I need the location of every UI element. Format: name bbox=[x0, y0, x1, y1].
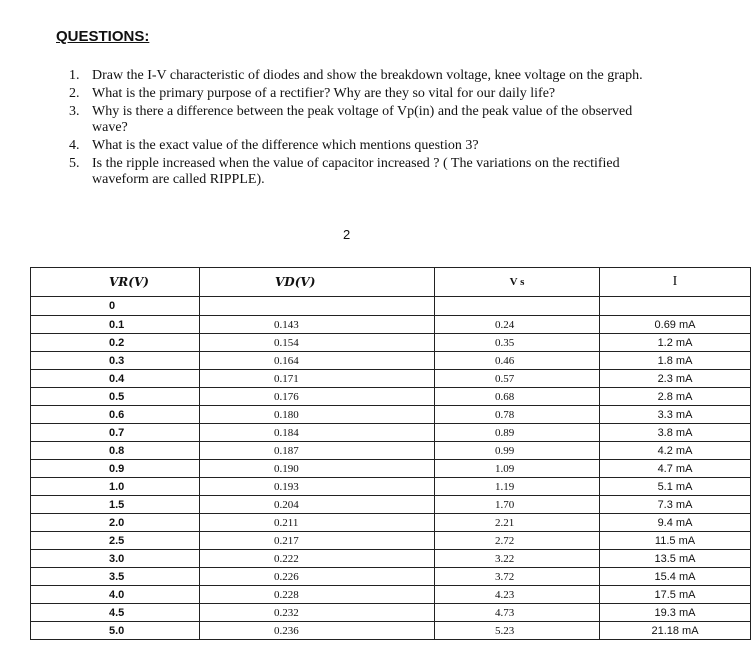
cell-vd: 0.204 bbox=[200, 496, 435, 514]
cell-i: 11.5 mA bbox=[600, 532, 751, 550]
cell-i bbox=[600, 297, 751, 316]
table-row bbox=[31, 496, 751, 514]
cell-vr: 4.5 bbox=[31, 604, 200, 622]
cell-i: 5.1 mA bbox=[600, 478, 751, 496]
question-number: 2. bbox=[69, 86, 80, 101]
cell-vr: 2.0 bbox=[31, 514, 200, 532]
cell-i: 1.8 mA bbox=[600, 352, 751, 370]
cell-vd: 0.180 bbox=[200, 406, 435, 424]
cell-vr: 0.4 bbox=[31, 370, 200, 388]
cell-vs: 1.09 bbox=[435, 460, 600, 478]
table-row bbox=[31, 316, 751, 334]
measurement-table bbox=[30, 267, 751, 640]
cell-vr: 0 bbox=[31, 297, 200, 316]
question-number: 4. bbox=[69, 138, 80, 153]
table-body bbox=[31, 297, 751, 640]
question-text: What is the primary purpose of a rectifier? Why are they so vital for our daily life? bbox=[92, 86, 556, 101]
cell-vs: 3.22 bbox=[435, 550, 600, 568]
cell-vs bbox=[435, 297, 600, 316]
question-item bbox=[64, 138, 664, 154]
header-vs: V s bbox=[435, 268, 600, 297]
cell-i: 2.3 mA bbox=[600, 370, 751, 388]
cell-vr: 3.0 bbox=[31, 550, 200, 568]
table-row bbox=[31, 568, 751, 586]
cell-vs: 4.23 bbox=[435, 586, 600, 604]
cell-i: 19.3 mA bbox=[600, 604, 751, 622]
question-item bbox=[64, 156, 664, 188]
table-row bbox=[31, 297, 751, 316]
cell-vr: 0.5 bbox=[31, 388, 200, 406]
cell-vd: 0.226 bbox=[200, 568, 435, 586]
question-number: 1. bbox=[69, 68, 80, 83]
table-row bbox=[31, 514, 751, 532]
cell-vr: 0.6 bbox=[31, 406, 200, 424]
cell-vd: 0.193 bbox=[200, 478, 435, 496]
questions-list bbox=[64, 68, 664, 190]
table-row bbox=[31, 424, 751, 442]
cell-vd: 0.184 bbox=[200, 424, 435, 442]
cell-vr: 2.5 bbox=[31, 532, 200, 550]
cell-i: 1.2 mA bbox=[600, 334, 751, 352]
cell-vr: 0.8 bbox=[31, 442, 200, 460]
question-item bbox=[64, 86, 664, 102]
cell-vr: 0.3 bbox=[31, 352, 200, 370]
cell-vd: 0.228 bbox=[200, 586, 435, 604]
cell-vd: 0.190 bbox=[200, 460, 435, 478]
cell-vs: 0.57 bbox=[435, 370, 600, 388]
cell-i: 3.3 mA bbox=[600, 406, 751, 424]
cell-vs: 5.23 bbox=[435, 622, 600, 640]
header-vd: VD(V) bbox=[200, 268, 435, 297]
table-row bbox=[31, 586, 751, 604]
cell-vs: 4.73 bbox=[435, 604, 600, 622]
cell-vr: 1.0 bbox=[31, 478, 200, 496]
cell-i: 17.5 mA bbox=[600, 586, 751, 604]
question-item bbox=[64, 104, 664, 136]
cell-vd: 0.143 bbox=[200, 316, 435, 334]
cell-vd: 0.171 bbox=[200, 370, 435, 388]
header-i: I bbox=[600, 268, 751, 297]
cell-vd: 0.222 bbox=[200, 550, 435, 568]
table-row bbox=[31, 550, 751, 568]
cell-vr: 4.0 bbox=[31, 586, 200, 604]
cell-vr: 3.5 bbox=[31, 568, 200, 586]
cell-i: 2.8 mA bbox=[600, 388, 751, 406]
table-row bbox=[31, 334, 751, 352]
cell-i: 4.2 mA bbox=[600, 442, 751, 460]
cell-vs: 0.24 bbox=[435, 316, 600, 334]
page-number: 2 bbox=[343, 227, 351, 242]
cell-vd: 0.164 bbox=[200, 352, 435, 370]
cell-vd: 0.232 bbox=[200, 604, 435, 622]
cell-vd: 0.236 bbox=[200, 622, 435, 640]
cell-vd: 0.217 bbox=[200, 532, 435, 550]
cell-vs: 2.21 bbox=[435, 514, 600, 532]
cell-i: 0.69 mA bbox=[600, 316, 751, 334]
cell-vs: 3.72 bbox=[435, 568, 600, 586]
question-text: What is the exact value of the difference which mentions question 3? bbox=[92, 138, 479, 153]
table-row bbox=[31, 460, 751, 478]
question-text: Draw the I-V characteristic of diodes and show the breakdown voltage, knee voltage on the graph. bbox=[92, 68, 643, 83]
cell-vs: 0.35 bbox=[435, 334, 600, 352]
table-row bbox=[31, 352, 751, 370]
table-row bbox=[31, 370, 751, 388]
cell-vs: 0.68 bbox=[435, 388, 600, 406]
cell-vs: 0.99 bbox=[435, 442, 600, 460]
cell-vr: 0.7 bbox=[31, 424, 200, 442]
cell-vr: 1.5 bbox=[31, 496, 200, 514]
cell-vr: 0.2 bbox=[31, 334, 200, 352]
cell-i: 13.5 mA bbox=[600, 550, 751, 568]
cell-vr: 0.9 bbox=[31, 460, 200, 478]
table-row bbox=[31, 406, 751, 424]
cell-vr: 0.1 bbox=[31, 316, 200, 334]
cell-vd: 0.154 bbox=[200, 334, 435, 352]
question-number: 5. bbox=[69, 156, 80, 171]
cell-vd: 0.211 bbox=[200, 514, 435, 532]
table-header-row bbox=[31, 268, 751, 297]
cell-vr: 5.0 bbox=[31, 622, 200, 640]
question-text: Why is there a difference between the peak voltage of Vp(in) and the peak value of the observed wave? bbox=[92, 104, 633, 135]
cell-vd: 0.187 bbox=[200, 442, 435, 460]
cell-i: 4.7 mA bbox=[600, 460, 751, 478]
table-row bbox=[31, 604, 751, 622]
cell-i: 3.8 mA bbox=[600, 424, 751, 442]
cell-vs: 0.46 bbox=[435, 352, 600, 370]
cell-vs: 1.70 bbox=[435, 496, 600, 514]
cell-i: 7.3 mA bbox=[600, 496, 751, 514]
question-text: Is the ripple increased when the value of capacitor increased ? ( The variations on the rectified waveform are called RIPPLE). bbox=[92, 156, 620, 187]
question-number: 3. bbox=[69, 104, 80, 119]
cell-vd bbox=[200, 297, 435, 316]
table-row bbox=[31, 532, 751, 550]
cell-vd: 0.176 bbox=[200, 388, 435, 406]
cell-vs: 0.78 bbox=[435, 406, 600, 424]
table-row bbox=[31, 442, 751, 460]
cell-i: 21.18 mA bbox=[600, 622, 751, 640]
cell-vs: 0.89 bbox=[435, 424, 600, 442]
table-row bbox=[31, 622, 751, 640]
cell-vs: 1.19 bbox=[435, 478, 600, 496]
page-title: QUESTIONS: bbox=[56, 28, 150, 45]
cell-i: 9.4 mA bbox=[600, 514, 751, 532]
header-vr: VR(V) bbox=[31, 268, 200, 297]
table-row bbox=[31, 478, 751, 496]
table-row bbox=[31, 388, 751, 406]
question-item bbox=[64, 68, 664, 84]
cell-vs: 2.72 bbox=[435, 532, 600, 550]
cell-i: 15.4 mA bbox=[600, 568, 751, 586]
